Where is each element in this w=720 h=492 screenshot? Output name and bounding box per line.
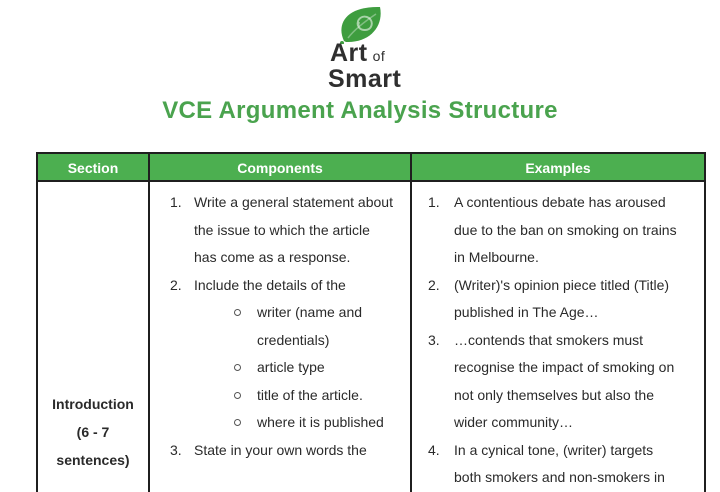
sub-item-text: where it is published — [257, 414, 384, 430]
components-item-3 — [150, 437, 410, 465]
list-number: 3. — [170, 441, 182, 458]
logo-smart: Smart — [328, 65, 402, 93]
list-text: A contentious debate has aroused due to the ban on smoking on trains in Melbourne. — [454, 194, 677, 265]
section-line-2: (6 - 7 — [76, 424, 110, 440]
col-header-section: Section — [38, 154, 148, 182]
hollow-bullet-icon — [234, 309, 241, 316]
sub-item-text: writer (name and credentials) — [257, 304, 363, 348]
components-sub-item-3 — [150, 382, 410, 410]
logo-of: of — [372, 48, 386, 64]
components-sub-item-4 — [150, 409, 410, 437]
logo-art: Art — [330, 39, 368, 67]
examples-item-1 — [412, 189, 704, 272]
logo-text-art-of — [318, 39, 438, 67]
components-sub-item-2 — [150, 354, 410, 382]
section-cell — [38, 182, 148, 492]
examples-item-3 — [412, 327, 704, 437]
components-cell — [148, 182, 410, 492]
examples-item-4 — [412, 437, 704, 492]
components-item-2 — [150, 272, 410, 300]
components-item-1 — [150, 189, 410, 272]
examples-cell — [410, 182, 704, 492]
col-header-components: Components — [148, 154, 410, 182]
list-text: Include the details of the — [194, 276, 346, 293]
page-title: VCE Argument Analysis Structure — [162, 97, 558, 124]
list-number: 1. — [170, 194, 182, 210]
col-header-examples: Examples — [410, 154, 704, 182]
sub-item-text: article type — [257, 359, 325, 375]
list-text: State in your own words the — [194, 441, 367, 458]
hollow-bullet-icon — [234, 392, 241, 399]
list-number: 4. — [428, 441, 440, 458]
leaf-icon — [334, 2, 392, 44]
list-number: 3. — [428, 331, 440, 348]
art-of-smart-logo — [318, 2, 438, 91]
list-number: 1. — [428, 194, 440, 210]
table-header-row — [38, 154, 704, 182]
sub-item-text: title of the article. — [257, 386, 363, 403]
list-number: 2. — [170, 276, 182, 293]
hollow-bullet-icon — [234, 364, 241, 371]
list-number: 2. — [428, 276, 440, 293]
list-text: Write a general statement about the issue to which the article has come as a response. — [194, 194, 393, 265]
examples-item-2 — [412, 272, 704, 327]
list-text: In a cynical tone, (writer) targets both smokers and non-smokers in — [454, 441, 665, 485]
hollow-bullet-icon — [234, 419, 241, 426]
section-line-3: sentences) — [56, 452, 130, 468]
components-sub-item-1 — [150, 299, 410, 354]
list-text: (Writer)'s opinion piece titled (Title) published in The Age… — [454, 276, 670, 320]
section-label — [52, 390, 134, 474]
table-body-row — [38, 182, 704, 492]
list-text: …contends that smokers must recognise the impact of smoking on not only themselves but also the wider community… — [454, 331, 675, 430]
structure-table — [36, 152, 706, 492]
section-line-1: Introduction — [52, 396, 134, 412]
